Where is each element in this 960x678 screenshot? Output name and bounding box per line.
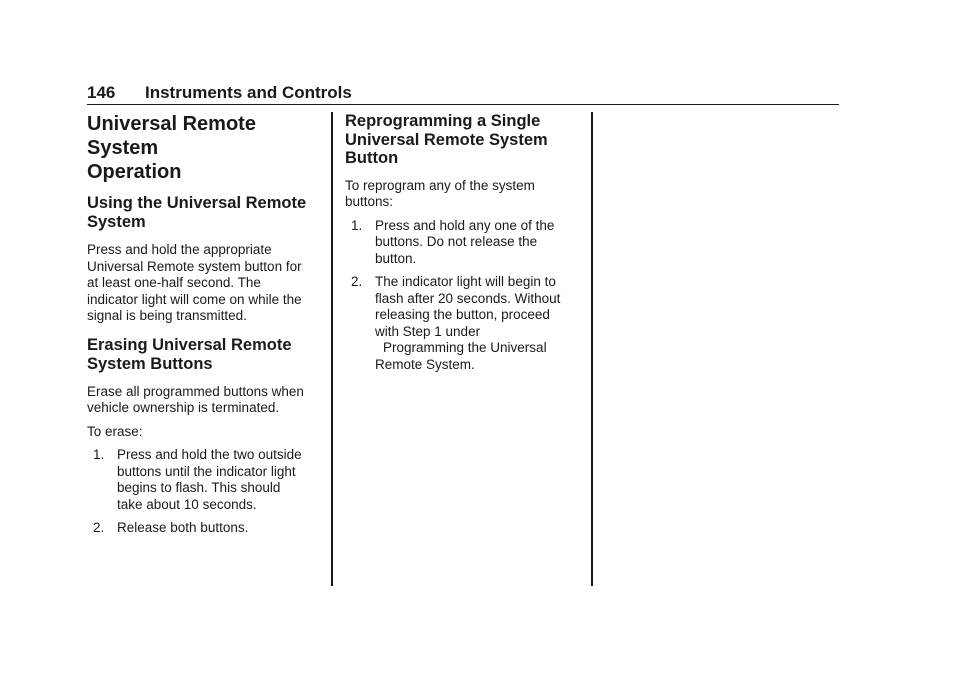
column-divider	[591, 112, 593, 586]
reprogram-steps	[345, 218, 583, 374]
column-divider	[331, 112, 333, 586]
list-item: 2. Release both buttons.	[93, 520, 249, 535]
subheading-reprogramming: Reprogramming a Single Universal Remote System Button	[345, 112, 548, 167]
paragraph-using: Press and hold the appropriate Universal Remote system button for at least one-half second. The indicator light will come on while the signal is being transmitted.	[87, 242, 302, 323]
list-item: 2. The indicator light will begin to flash after 20 seconds. Without releasing the button, proceed with Step 1 under Programming the Universal Remote System.	[351, 274, 561, 372]
page-number: 146	[87, 83, 116, 102]
to-erase-label: To erase:	[87, 423, 143, 439]
list-item: 1. Press and hold the two outside buttons until the indicator light begins to flash. This should take about 10 seconds.	[93, 447, 302, 512]
column-middle	[345, 112, 583, 380]
list-item: 1. Press and hold any one of the buttons. Do not release the button.	[351, 217, 555, 266]
section-title: Instruments and Controls	[145, 83, 352, 102]
erase-steps	[87, 447, 323, 537]
page-header	[87, 82, 839, 105]
cross-reference: Programming the Universal	[383, 340, 547, 355]
paragraph-erasing: Erase all programmed buttons when vehicle ownership is terminated.	[87, 383, 304, 415]
subheading-using: Using the Universal Remote System	[87, 194, 307, 231]
paragraph-reprogram-intro: To reprogram any of the system buttons:	[345, 177, 535, 209]
column-left	[87, 112, 323, 544]
subheading-erasing: Erasing Universal Remote System Buttons	[87, 335, 292, 373]
section-heading: Universal Remote System Operation	[87, 113, 256, 183]
